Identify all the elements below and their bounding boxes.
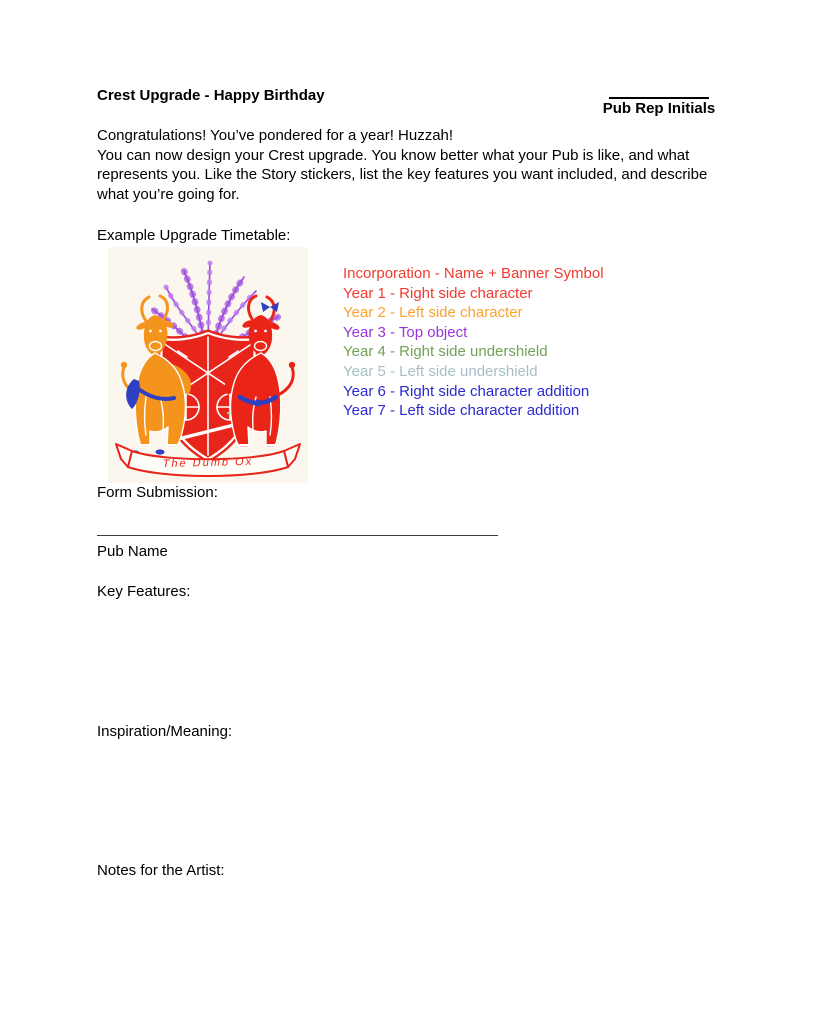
timetable-entry: Year 7 - Left side character addition: [343, 402, 580, 420]
initials-signature-line: [609, 97, 709, 99]
timetable-entry: Year 6 - Right side character addition: [343, 382, 590, 400]
example-timetable-label: Example Upgrade Timetable:: [97, 227, 291, 244]
upgrade-timetable: [343, 264, 604, 421]
blue-shoe-icon: [156, 449, 165, 454]
intro-line: Congratulations! You’ve pondered for a year! Huzzah!: [97, 127, 454, 144]
belt-knot-icon: [253, 400, 263, 406]
intro-paragraph: [97, 126, 707, 204]
timetable-entry: Year 1 - Right side character: [343, 284, 533, 302]
timetable-entry: Incorporation - Name + Banner Symbol: [343, 265, 604, 282]
timetable-entry: Year 5 - Left side undershield: [343, 362, 538, 380]
key-features-label: Key Features:: [97, 583, 191, 600]
pub-rep-initials-block: [600, 97, 718, 117]
timetable-entry: Year 3 - Top object: [343, 323, 468, 341]
inspiration-label: Inspiration/Meaning:: [97, 723, 233, 740]
crest-motto: The Dumb Ox: [162, 455, 254, 471]
intro-line: what you’re going for.: [97, 185, 240, 203]
page-title: Crest Upgrade - Happy Birthday: [97, 87, 325, 104]
intro-line: You can now design your Crest upgrade. You know better what your Pub is like, and what: [97, 146, 690, 164]
crest-svg: [108, 247, 308, 483]
notes-for-artist-label: Notes for the Artist:: [97, 862, 225, 879]
timetable-entry: Year 4 - Right side undershield: [343, 343, 548, 361]
pub-name-signature-line: [97, 535, 498, 536]
pub-name-label: Pub Name: [97, 543, 168, 560]
form-submission-label: Form Submission:: [97, 484, 218, 501]
initials-label: Pub Rep Initials: [602, 100, 716, 117]
timetable-entry: Year 2 - Left side character: [343, 304, 523, 322]
crest-illustration: [108, 247, 308, 483]
intro-line: represents you. Like the Story stickers, list the key features you want included, and describe: [97, 166, 708, 183]
